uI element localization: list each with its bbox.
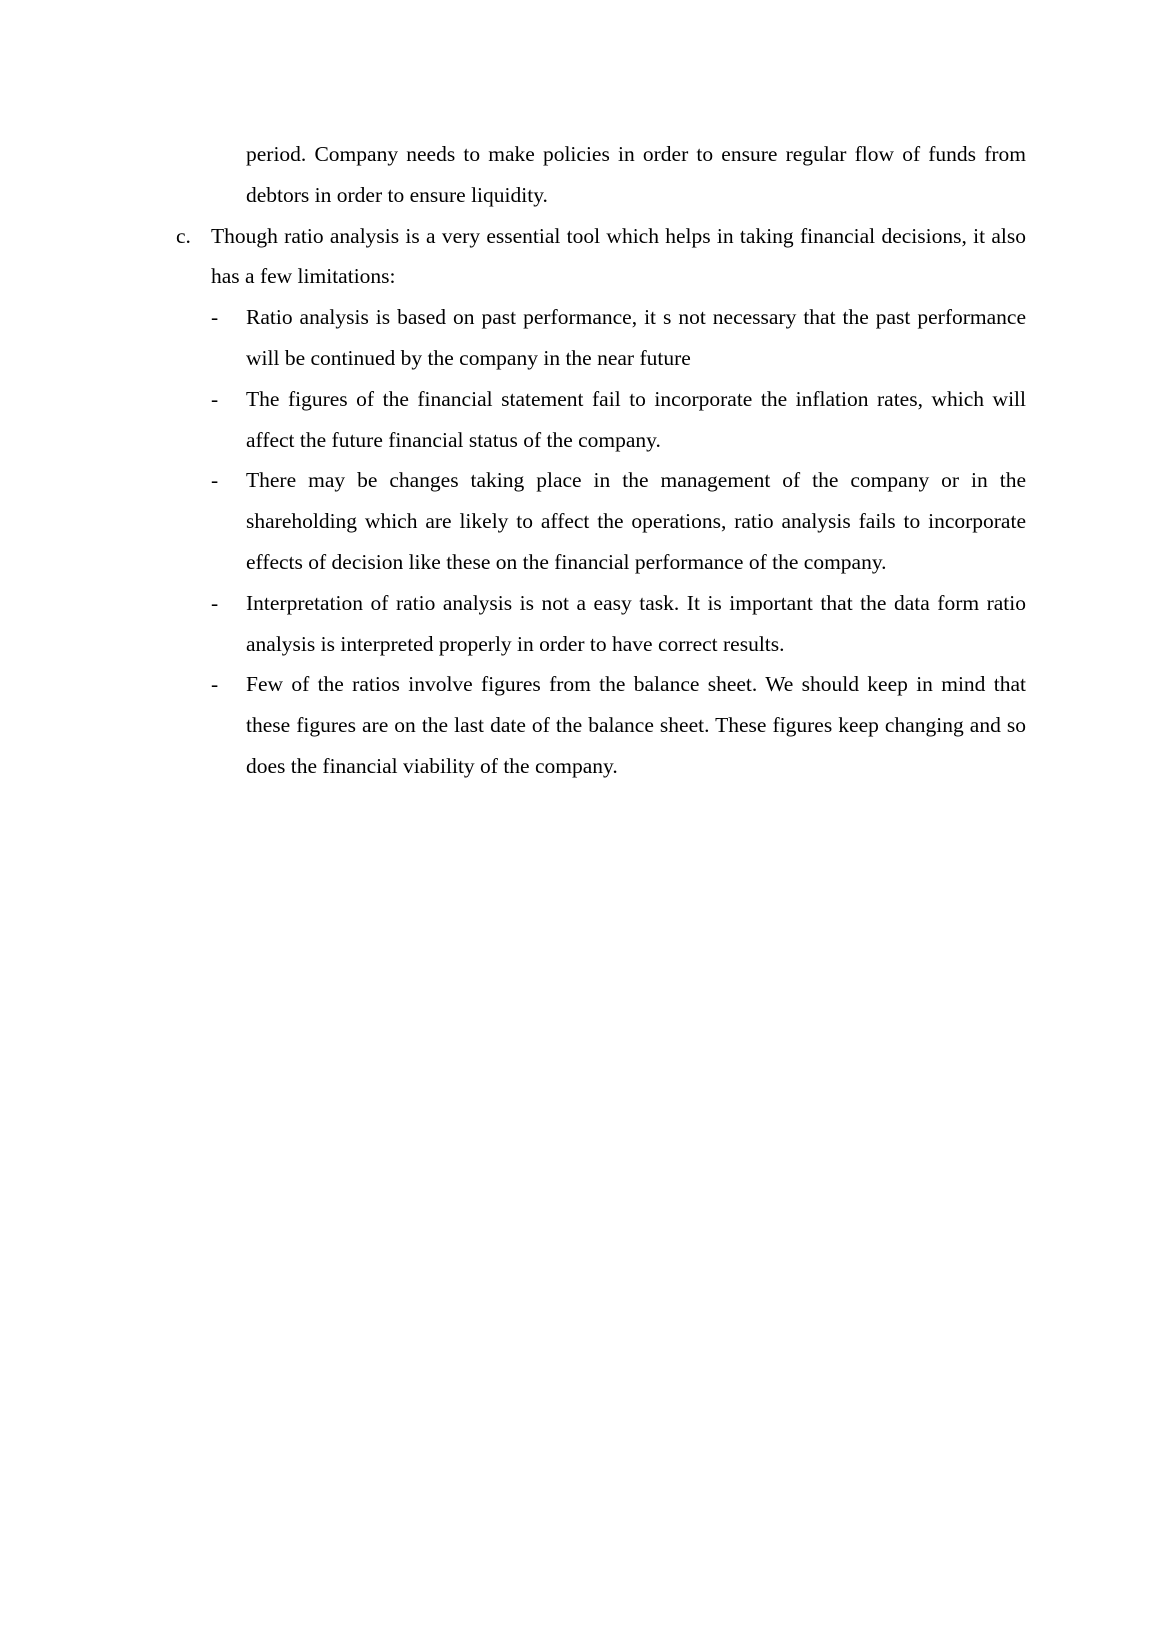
bullet-dash: - (211, 590, 219, 615)
limitation-item-2 (211, 379, 1026, 461)
limitation-item-3 (211, 460, 1026, 582)
limitation-item-5 (211, 664, 1026, 786)
continuation-paragraph: period. Company needs to make policies in order to ensure regular flow of funds from debtors in order to ensure liquidity. (246, 142, 1026, 207)
list-item-c-marker: c. (176, 223, 191, 248)
list-item-c-text: Though ratio analysis is a very essential tool which helps in taking financial decisions, it also has a few limitations: (211, 223, 1026, 289)
limitation-text: The figures of the financial statement fail to incorporate the inflation rates, which will affect the future financial status of the company. (246, 386, 1026, 452)
limitation-text: Ratio analysis is based on past performance, it s not necessary that the past performance will be continued by the company in the near future (246, 305, 1026, 370)
list-item-c (176, 216, 1026, 298)
limitation-text: Few of the ratios involve figures from the balance sheet. We should keep in mind that these figures are on the last date of the balance sheet. These figures keep changing and so does the financial viability of the company. (246, 672, 1026, 778)
limitations-list (176, 297, 1026, 787)
bullet-dash: - (211, 305, 219, 330)
bullet-dash: - (211, 386, 219, 411)
limitation-text: Interpretation of ratio analysis is not a easy task. It is important that the data form ratio analysis is interpreted properly in order to have correct results. (246, 590, 1026, 656)
document-body (176, 134, 1026, 787)
bullet-dash: - (211, 672, 219, 697)
limitation-item-4 (211, 583, 1026, 665)
limitation-text: There may be changes taking place in the management of the company or in the shareholding which are likely to affect the operations, ratio analysis fails to incorporate effects of decision like these on the financial performance of the company. (246, 468, 1026, 574)
limitation-item-1 (211, 297, 1026, 379)
bullet-dash: - (211, 468, 219, 493)
